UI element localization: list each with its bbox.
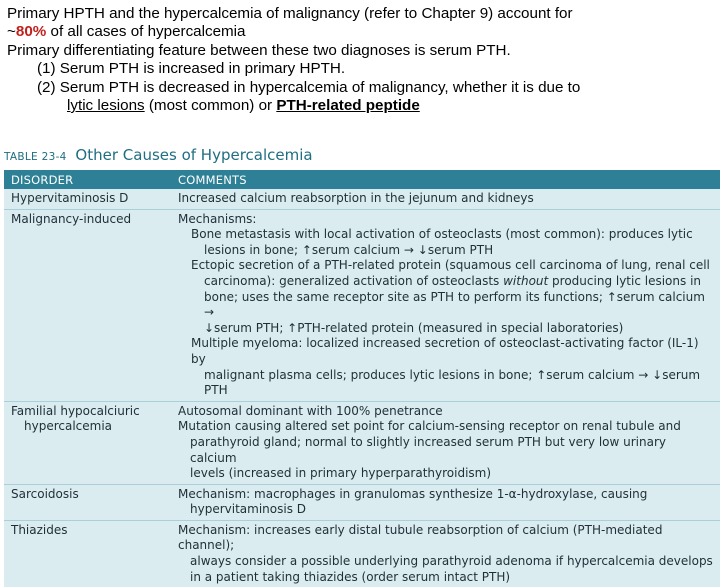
comment-line: Mechanisms: — [178, 211, 257, 226]
disorder-cell: Malignancy-induced — [4, 209, 171, 401]
table-title: Other Causes of Hypercalcemia — [75, 146, 313, 164]
comment-line: levels (increased in primary hyperparathyroidism) — [190, 466, 492, 481]
comment-line: Autosomal dominant with 100% penetrance — [178, 403, 443, 418]
comment-fragment: carcinoma): generalized activation of osteoclasts — [204, 273, 504, 288]
comment-line: malignant plasma cells; produces lytic lesions in bone; ↑serum calcium → ↓serum PTH — [204, 367, 701, 398]
intro-text — [7, 5, 717, 115]
comment-fragment: producing lytic lesions in — [548, 273, 702, 288]
comment-line: hypervitaminosis D — [190, 502, 306, 517]
approx-sign: ~ — [7, 23, 16, 41]
hypercalcemia-table — [4, 170, 720, 587]
disorder-line: Familial hypocalciuric — [11, 403, 140, 418]
comment-line: Ectopic secretion of a PTH-related protein (squamous cell carcinoma of lung, renal cell — [191, 258, 710, 273]
table-row — [4, 209, 720, 401]
comment-line: bone; uses the same receptor site as PTH to perform its functions; ↑serum calcium → — [204, 289, 705, 320]
table-row — [4, 401, 720, 484]
comments-cell — [171, 484, 720, 520]
intro-point-2-cont — [7, 97, 717, 115]
comment-line: Mechanism: macrophages in granulomas synthesize 1-α-hydroxylase, causing — [178, 486, 648, 501]
intro-line: Primary HPTH and the hypercalcemia of malignancy (refer to Chapter 9) account for — [7, 5, 573, 22]
comment-line: Mechanism: increases early distal tubule reabsorption of calcium (PTH-mediated channel); — [178, 522, 663, 553]
lytic-lesions-link: lytic lesions — [67, 97, 145, 115]
intro-connector: (most common) or — [144, 97, 277, 115]
comment-line — [178, 274, 716, 290]
col-header-comments: COMMENTS — [171, 170, 720, 189]
table-caption — [4, 146, 720, 170]
comment-line: lesions in bone; ↑serum calcium → ↓serum PTH — [204, 242, 494, 257]
comment-line: Bone metastasis with local activation of osteoclasts (most common): produces lytic — [191, 227, 693, 242]
table-row — [4, 484, 720, 520]
disorder-line: hypercalcemia — [24, 419, 113, 434]
disorder-cell: Sarcoidosis — [4, 484, 171, 520]
comments-cell — [171, 209, 720, 401]
disorder-cell: Hypervitaminosis D — [4, 189, 171, 209]
table-row — [4, 520, 720, 587]
table-label: TABLE 23-4 — [4, 151, 67, 163]
comment-line: Multiple myeloma: localized increased secretion of osteoclast-activating factor (IL-1) by — [191, 336, 699, 366]
comments-cell — [171, 189, 720, 209]
intro-point-2: (2) Serum PTH is decreased in hypercalcemia of malignancy, whether it is due to — [37, 78, 581, 96]
intro-line — [7, 23, 717, 41]
intro-line: Primary differentiating feature between these two diagnoses is serum PTH. — [7, 41, 511, 59]
table-row — [4, 189, 720, 209]
pth-peptide-link: PTH-related peptide — [276, 97, 420, 115]
comment-line: ↓serum PTH; ↑PTH-related protein (measured in special laboratories) — [204, 320, 624, 335]
comment-line: in a patient taking thiazides (order serum intact PTH) — [190, 569, 511, 584]
comment-line: parathyroid gland; normal to slightly increased serum PTH but very low urinary calcium — [190, 434, 666, 465]
comment-line: always consider a possible underlying parathyroid adenoma if hypercalcemia develops — [190, 554, 713, 569]
disorder-cell — [4, 401, 171, 484]
percent-highlight: 80% — [15, 23, 47, 41]
comments-cell — [171, 401, 720, 484]
col-header-disorder: DISORDER — [4, 170, 171, 189]
comment-line: Increased calcium reabsorption in the jejunum and kidneys — [178, 191, 534, 205]
table-figure — [4, 146, 720, 587]
comment-line: Mutation causing altered set point for calcium-sensing receptor on renal tubule and — [178, 419, 681, 434]
disorder-cell: Thiazides — [4, 520, 171, 587]
intro-line-rest: of all cases of hypercalcemia — [46, 23, 246, 41]
intro-point-1: (1) Serum PTH is increased in primary HPTH. — [37, 60, 346, 78]
comment-emphasis: without — [503, 273, 549, 288]
comments-cell — [171, 520, 720, 587]
table-header-row — [4, 170, 720, 189]
